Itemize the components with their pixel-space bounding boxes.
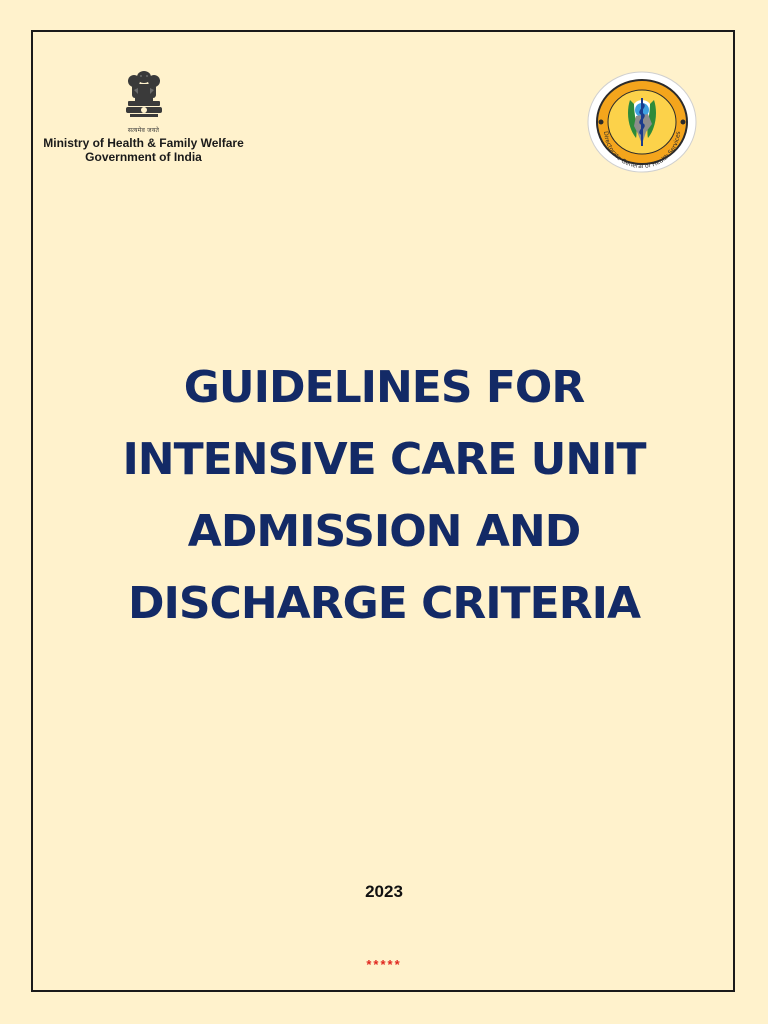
emblem-motto: सत्यमेव जयते bbox=[127, 127, 160, 134]
government-name: Government of India bbox=[85, 150, 202, 164]
publication-year: 2023 bbox=[365, 882, 403, 901]
title-line: GUIDELINES FOR bbox=[183, 362, 585, 413]
national-emblem-icon bbox=[122, 68, 166, 128]
title-line: INTENSIVE CARE UNIT bbox=[122, 434, 646, 485]
title-line: ADMISSION AND bbox=[187, 506, 581, 557]
title-line: DISCHARGE CRITERIA bbox=[127, 578, 641, 629]
ministry-header bbox=[41, 68, 246, 164]
separator-stars: ***** bbox=[366, 957, 402, 972]
document-title bbox=[40, 352, 728, 640]
seal-text: Directorate General of Health Services bbox=[601, 130, 682, 171]
ministry-name: Ministry of Health & Family Welfare bbox=[43, 136, 244, 150]
dghs-seal-icon bbox=[586, 70, 698, 174]
